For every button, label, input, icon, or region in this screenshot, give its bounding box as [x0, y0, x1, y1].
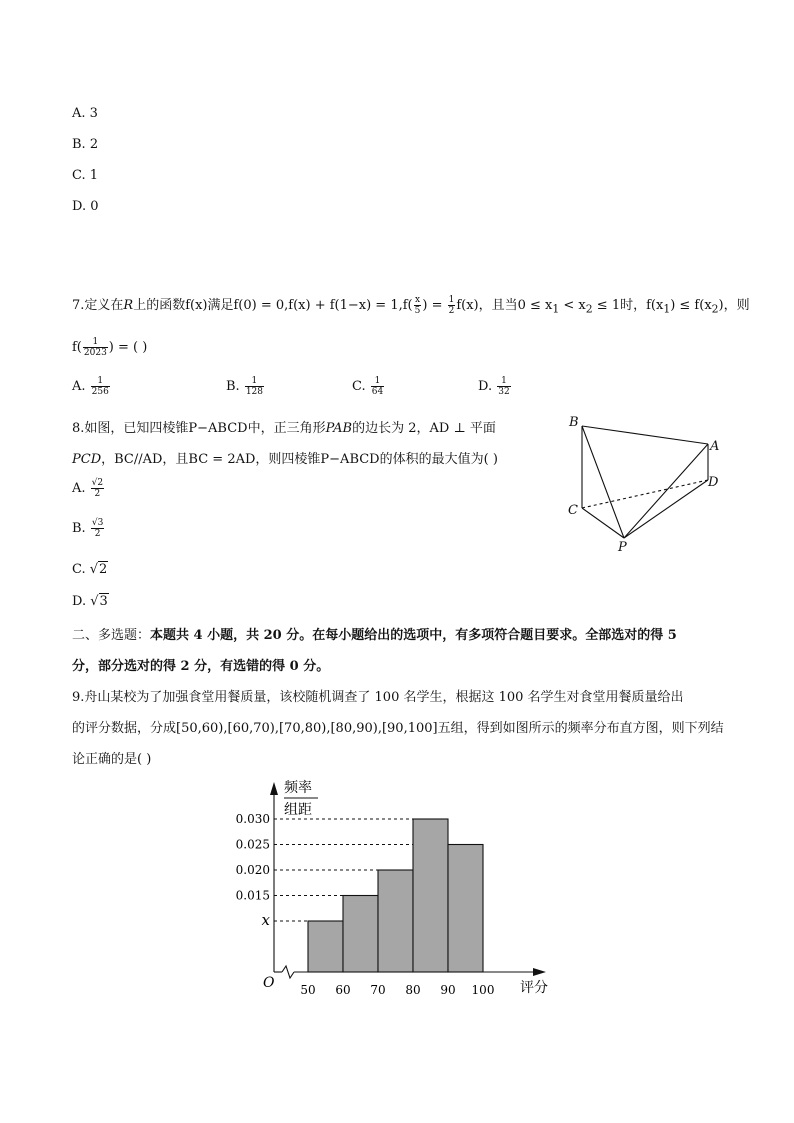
- edge-cp: [582, 508, 624, 538]
- q6-option-b: B. 2: [72, 137, 99, 152]
- label-a: A: [710, 439, 720, 454]
- label-c: C: [568, 503, 578, 518]
- q8-option-b: B. $\frac{√3}{2}$: [72, 518, 104, 539]
- x-tick-label: 80: [405, 983, 421, 997]
- x-axis-break: [282, 966, 294, 978]
- q7-option-a: A. $\frac{1}{256}$: [72, 376, 109, 397]
- histogram-bar: [343, 896, 378, 973]
- y-label-top: 频率: [284, 780, 312, 796]
- edge-ap: [624, 444, 708, 538]
- q7-stem-line1: 7.定义在R上的函数f(x)满足f(0) = 0,f(x) + f(1−x) = 1,f( $\frac{x}{5}$ ) = $\frac{1}{2}$ f(x)，且当$0 \le x_1 < x_2 \le 1$时，$f(x_1) \le f(x_2)$，则: [72, 295, 750, 316]
- q7-option-c: C. $\frac{1}{64}$: [352, 376, 384, 397]
- y-tick-label: 0.020: [235, 863, 270, 877]
- x-axis-label: 评分: [520, 980, 548, 996]
- y-axis-arrow: [270, 782, 278, 795]
- q8-option-a: A. $\frac{√2}{2}$: [72, 478, 104, 499]
- edge-ba: [582, 426, 708, 444]
- q8-option-c: C. √2: [72, 562, 108, 577]
- label-d: D: [708, 475, 719, 490]
- q7-stem-line2: f( $\frac{1}{2023}$ ) = ( ): [72, 337, 148, 358]
- q8-option-d: D. √3: [72, 594, 108, 609]
- q7-option-b: B. $\frac{1}{128}$: [226, 376, 264, 397]
- q6-option-d: D. 0: [72, 199, 99, 214]
- q7-option-d: D. $\frac{1}{32}$: [478, 376, 510, 397]
- histogram-bar: [448, 845, 483, 973]
- q8-pyramid-figure: [560, 410, 730, 555]
- q6-option-a: A. 3: [72, 106, 98, 121]
- q8-stem-line1: 8.如图，已知四棱锥P−ABCD中，正三角形PAB的边长为 2，AD ⊥ 平面: [72, 421, 496, 436]
- q6-option-c: C. 1: [72, 168, 99, 183]
- y-label-bottom: 组距: [284, 802, 312, 818]
- y-tick-label: x: [261, 911, 270, 929]
- x-tick-label: 70: [370, 983, 386, 997]
- q8-stem-line2: PCD，BC//AD，且BC = 2AD，则四棱锥P−ABCD的体积的最大值为( ): [72, 452, 498, 467]
- section2-header-line2: 分，部分选对的得 2 分，有选错的得 0 分。: [72, 659, 330, 674]
- y-tick-label: 0.030: [235, 812, 270, 826]
- y-tick-label: 0.025: [235, 837, 270, 852]
- histogram-bar: [308, 921, 343, 972]
- x-tick-label: 90: [440, 983, 456, 997]
- origin-label: O: [263, 975, 275, 991]
- edge-cd-hidden: [582, 480, 708, 508]
- q9-stem-line1: 9.舟山某校为了加强食堂用餐质量，该校随机调查了 100 名学生，根据这 100 名学生对食堂用餐质量给出: [72, 690, 684, 705]
- histogram-bar: [413, 819, 448, 972]
- x-tick-label: 60: [335, 983, 351, 997]
- label-b: B: [569, 415, 579, 430]
- frequency-histogram: [230, 768, 570, 1000]
- edge-dp: [624, 480, 708, 538]
- q9-stem-line3: 论正确的是( ): [72, 752, 152, 767]
- label-p: P: [618, 540, 627, 555]
- y-tick-label: 0.015: [235, 888, 270, 903]
- q9-stem-line2: 的评分数据，分成[50,60),[60,70),[70,80),[80,90),[90,100]五组，得到如图所示的频率分布直方图，则下列结: [72, 721, 724, 736]
- section2-header-line1: 二、多选题：本题共 4 小题，共 20 分。在每小题给出的选项中，有多项符合题目要求。全部选对的得 5: [72, 628, 677, 643]
- x-axis-arrow: [533, 968, 546, 976]
- x-tick-label: 100: [471, 983, 495, 997]
- histogram-bar: [378, 870, 413, 972]
- edge-bp: [582, 426, 624, 538]
- x-tick-label: 50: [300, 983, 316, 997]
